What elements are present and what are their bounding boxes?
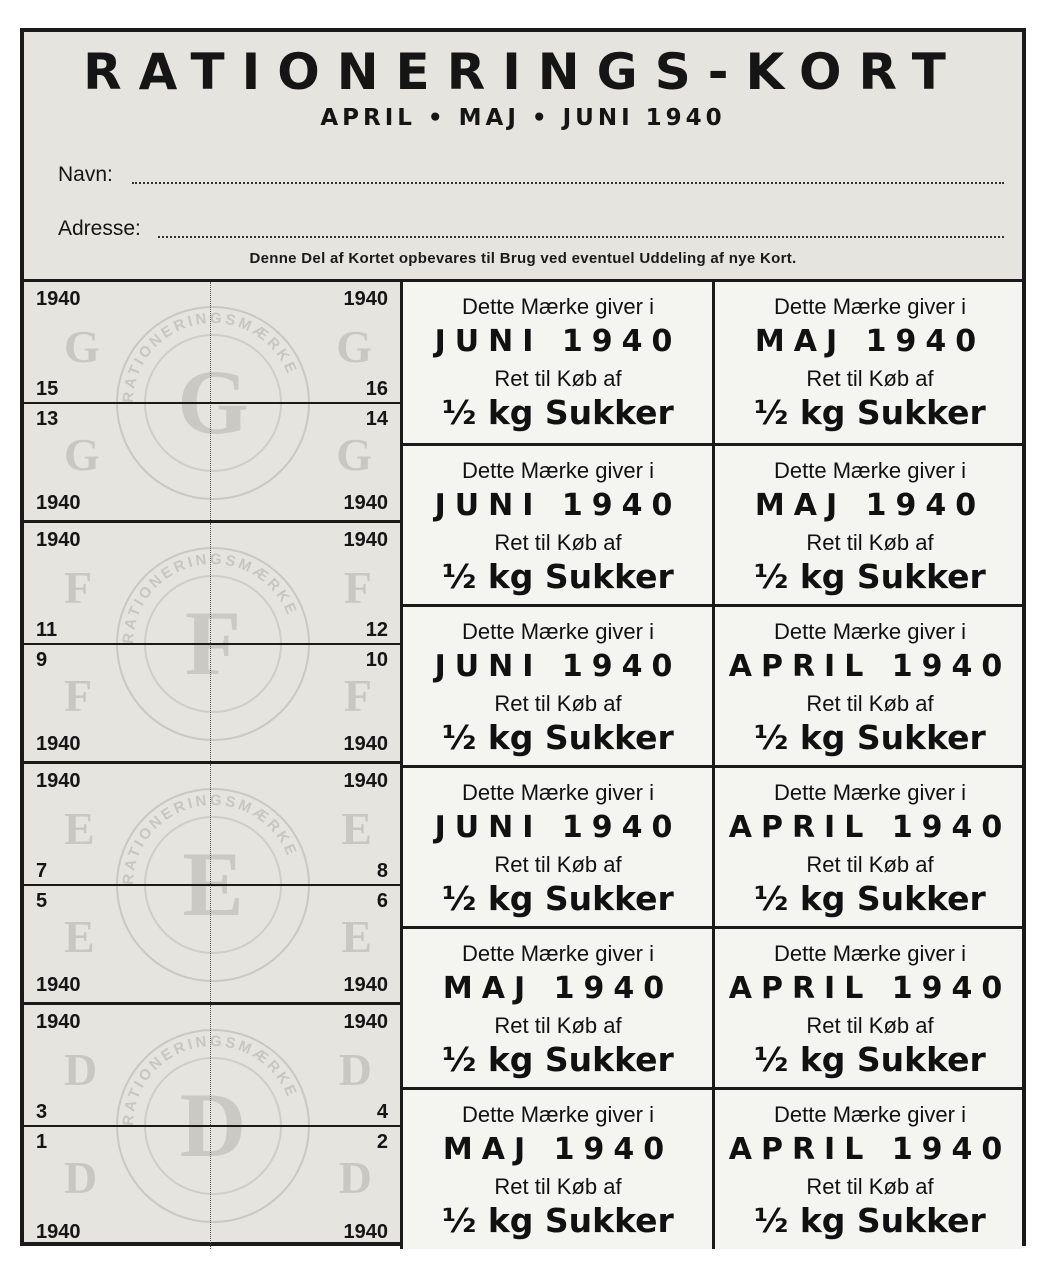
coupon-month: MAJ 1940 <box>754 488 986 523</box>
coupon-grid <box>24 279 1022 1246</box>
coupon-amount: ½ kg Sukker <box>442 557 674 596</box>
stub-number: 12 <box>365 619 388 641</box>
stub-year: 1940 <box>343 288 388 310</box>
coupon-right-text: Ret til Køb af <box>806 852 934 877</box>
coupon-right-text: Ret til Køb af <box>494 1174 622 1199</box>
coupon-right-text: Ret til Køb af <box>806 530 934 555</box>
stub-number: 14 <box>365 408 388 430</box>
coupon-heading: Dette Mærke giver i <box>462 780 654 805</box>
coupon-month: APRIL 1940 <box>728 649 1012 684</box>
stub-number: 11 <box>36 619 58 641</box>
coupon-month: MAJ 1940 <box>442 1132 674 1167</box>
stub-number: 4 <box>376 1101 388 1123</box>
coupon-amount: ½ kg Sukker <box>754 557 986 596</box>
address-line <box>158 236 1004 238</box>
coupon-month: JUNI 1940 <box>434 488 682 523</box>
coupon-amount: ½ kg Sukker <box>754 879 986 918</box>
coupon-right-text: Ret til Køb af <box>806 691 934 716</box>
sugar-coupon[interactable] <box>403 282 713 442</box>
coupon-month: APRIL 1940 <box>728 1132 1012 1167</box>
coupon-right-text: Ret til Køb af <box>806 366 934 391</box>
stub-year: 1940 <box>343 492 388 514</box>
stub-number: 3 <box>36 1101 48 1123</box>
coupon-right-text: Ret til Køb af <box>494 530 622 555</box>
sugar-coupon[interactable] <box>403 607 713 767</box>
coupon-heading: Dette Mærke giver i <box>462 458 654 483</box>
coupon-heading: Dette Mærke giver i <box>774 458 966 483</box>
svg-text:RATIONERINGSMÆRKE: RATIONERINGSMÆRKE <box>119 1032 301 1127</box>
coupon-right-text: Ret til Køb af <box>494 1013 622 1038</box>
coupon-right-text: Ret til Køb af <box>494 366 622 391</box>
stub-year: 1940 <box>36 1011 81 1033</box>
stub-number: 1 <box>36 1131 48 1153</box>
coupon-right-text: Ret til Køb af <box>494 852 622 877</box>
sugar-coupon[interactable] <box>403 446 713 606</box>
stub-year: 1940 <box>343 1011 388 1033</box>
stub-year: 1940 <box>343 770 388 792</box>
address-label: Adresse: <box>58 217 141 240</box>
stub-number: 10 <box>365 649 388 671</box>
coupon-heading: Dette Mærke giver i <box>462 941 654 966</box>
stub-year: 1940 <box>343 974 388 996</box>
sugar-coupons <box>403 282 1022 1249</box>
card-subtitle: APRIL • MAJ • JUNI 1940 <box>320 105 726 131</box>
coupon-heading: Dette Mærke giver i <box>774 294 966 319</box>
coupon-month: MAJ 1940 <box>442 971 674 1006</box>
sugar-coupon[interactable] <box>715 768 1025 928</box>
stub-year: 1940 <box>36 529 81 551</box>
notice-text: Denne Del af Kortet opbevares til Brug ved eventuel Uddeling af nye Kort. <box>249 250 797 267</box>
coupon-heading: Dette Mærke giver i <box>462 619 654 644</box>
ration-card <box>20 28 1026 1246</box>
stub-year: 1940 <box>343 1221 388 1243</box>
name-line <box>132 182 1004 184</box>
svg-text:RATIONERINGSMÆRKE: RATIONERINGSMÆRKE <box>119 309 301 404</box>
stub-block: RATIONERINGSMÆRKE D D D D D 1940 1940 3 4 1 2 1940 1940 <box>24 1005 400 1249</box>
stub-block: RATIONERINGSMÆRKE E E E E E 1940 1940 7 8 5 6 1940 1940 <box>24 764 400 1005</box>
coupon-heading: Dette Mærke giver i <box>774 1102 966 1127</box>
coupon-heading: Dette Mærke giver i <box>462 294 654 319</box>
ration-stamp-icon: RATIONERINGSMÆRKE D <box>116 1029 310 1223</box>
stub-year: 1940 <box>36 288 81 310</box>
sugar-coupon[interactable] <box>715 282 1025 442</box>
coupon-amount: ½ kg Sukker <box>754 1201 986 1240</box>
coupon-month: JUNI 1940 <box>434 810 682 845</box>
name-label: Navn: <box>58 163 113 186</box>
stub-year: 1940 <box>343 733 388 755</box>
stub-number: 5 <box>36 890 48 912</box>
coupon-right-text: Ret til Køb af <box>494 691 622 716</box>
coupon-heading: Dette Mærke giver i <box>774 619 966 644</box>
coupon-amount: ½ kg Sukker <box>442 1201 674 1240</box>
stub-number: 6 <box>376 890 388 912</box>
card-title: RATIONERINGS-KORT <box>83 43 963 101</box>
sugar-coupon[interactable] <box>715 446 1025 606</box>
sugar-coupon[interactable] <box>403 768 713 928</box>
stub-number: 8 <box>376 860 388 882</box>
coupon-amount: ½ kg Sukker <box>442 393 674 432</box>
stub-column <box>24 282 400 1249</box>
coupon-amount: ½ kg Sukker <box>442 1040 674 1079</box>
stub-number: 9 <box>36 649 48 671</box>
stub-year: 1940 <box>36 492 81 514</box>
coupon-amount: ½ kg Sukker <box>442 879 674 918</box>
coupon-right-text: Ret til Køb af <box>806 1174 934 1199</box>
ration-stamp-icon: RATIONERINGSMÆRKE F <box>116 547 310 741</box>
stub-year: 1940 <box>36 1221 81 1243</box>
coupon-right-text: Ret til Køb af <box>806 1013 934 1038</box>
ration-stamp-icon: RATIONERINGSMÆRKE E <box>116 788 310 982</box>
ration-stamp-icon: RATIONERINGSMÆRKE G <box>116 306 310 500</box>
coupon-month: JUNI 1940 <box>434 649 682 684</box>
coupon-amount: ½ kg Sukker <box>754 393 986 432</box>
stub-block: RATIONERINGSMÆRKE G G G G G 1940 1940 15 16 13 14 1940 1940 <box>24 282 400 523</box>
stub-number: 16 <box>365 378 388 400</box>
svg-text:RATIONERINGSMÆRKE: RATIONERINGSMÆRKE <box>119 791 301 886</box>
sugar-coupon[interactable] <box>715 1090 1025 1250</box>
coupon-month: APRIL 1940 <box>728 971 1012 1006</box>
stub-block: RATIONERINGSMÆRKE F F F F F 1940 1940 11 12 9 10 1940 1940 <box>24 523 400 764</box>
stub-number: 2 <box>376 1131 388 1153</box>
stub-year: 1940 <box>36 974 81 996</box>
stub-number: 7 <box>36 860 48 882</box>
coupon-amount: ½ kg Sukker <box>442 718 674 757</box>
coupon-heading: Dette Mærke giver i <box>774 780 966 805</box>
coupon-heading: Dette Mærke giver i <box>462 1102 654 1127</box>
stub-number: 13 <box>36 408 59 430</box>
sugar-coupon[interactable] <box>403 929 713 1089</box>
coupon-amount: ½ kg Sukker <box>754 718 986 757</box>
stub-number: 15 <box>36 378 59 400</box>
stub-year: 1940 <box>36 770 81 792</box>
stub-year: 1940 <box>36 733 81 755</box>
coupon-heading: Dette Mærke giver i <box>774 941 966 966</box>
svg-text:RATIONERINGSMÆRKE: RATIONERINGSMÆRKE <box>119 550 301 645</box>
sugar-coupon[interactable] <box>715 607 1025 767</box>
coupon-month: APRIL 1940 <box>728 810 1012 845</box>
coupon-month: MAJ 1940 <box>754 324 986 359</box>
sugar-coupon[interactable] <box>403 1090 713 1250</box>
sugar-coupon[interactable] <box>715 929 1025 1089</box>
coupon-amount: ½ kg Sukker <box>754 1040 986 1079</box>
stub-year: 1940 <box>343 529 388 551</box>
coupon-month: JUNI 1940 <box>434 324 682 359</box>
